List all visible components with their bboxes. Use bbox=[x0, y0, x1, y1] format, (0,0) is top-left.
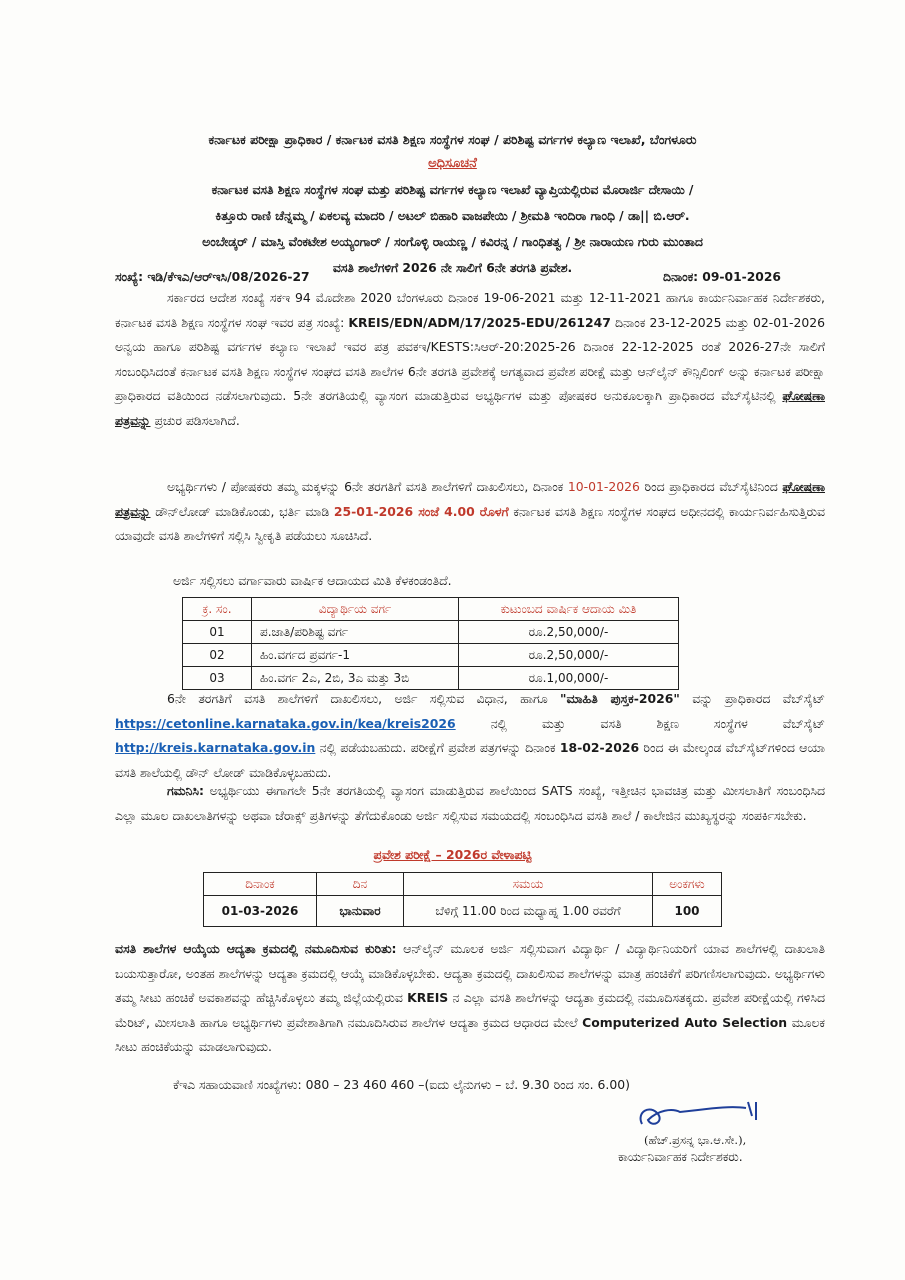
paragraph-download-instructions: ಅಭ್ಯರ್ಥಿಗಳು / ಪೋಷಕರು ತಮ್ಮ ಮಕ್ಕಳನ್ನು 6ನೇ ತರಗತಿಗೆ ವಸತಿ ಶಾಲೆಗಳಿಗೆ ದಾಖಲಿಸಲು, ದಿನಾಂಕ 10-01-2026 ರಿಂದ ಪ್ರಾಧಿಕಾರದ ವೆಬ್‌ಸೈಟಿನಿಂದ ಘೋಷಣಾ ಪತ್ರವನ್ನು ಡೌನ್‌ಲೋಡ್ ಮಾಡಿಕೊಂಡು, ಭರ್ತಿ ಮಾಡಿ 25-01-2026 ಸಂಜೆ 4.00 ರೊಳಗೆ ಕರ್ನಾಟಕ ವಸತಿ ಶಿಕ್ಷಣ ಸಂಸ್ಥೆಗಳ ಸಂಘದ ಅಧೀನದಲ್ಲಿ ಕಾರ್ಯನಿರ್ವಹಿಸುತ್ತಿರುವ ಯಾವುದೇ ವಸತಿ ಶಾಲೆಗಳಿಗೆ ಸಲ್ಲಿಸಿ ಸ್ವೀಕೃತಿ ಪಡೆಯಲು ಸೂಚಿಸಿದೆ. bbox=[115, 479, 826, 544]
category-cell: ಪ.ಜಾತಿ/ಪರಿಶಿಷ್ಟ ವರ್ಗ bbox=[252, 621, 459, 644]
column-header-income-limit: ಕುಟುಂಬದ ವಾರ್ಷಿಕ ಆದಾಯ ಮಿತಿ bbox=[459, 598, 679, 621]
exam-schedule-title: ಪ್ರವೇಶ ಪರೀಕ್ಷೆ – 2026ರ ವೇಳಾಪಟ್ಟಿ bbox=[373, 847, 532, 862]
paragraph-note: ಗಮನಿಸಿ: ಅಭ್ಯರ್ಥಿಯು ಈಗಾಗಲೇ 5ನೇ ತರಗತಿಯಲ್ಲಿ ವ್ಯಾಸಂಗ ಮಾಡುತ್ತಿರುವ ಶಾಲೆಯಿಂದ SATS ಸಂಖ್ಯೆ, ಇತ್ತೀಚಿನ ಭಾವಚಿತ್ರ ಮತ್ತು ಮೀಸಲಾತಿಗೆ ಸಂಬಂಧಿಸಿದ ಎಲ್ಲಾ ಮೂಲ ದಾಖಲಾತಿಗಳನ್ನು ಅಥವಾ ಜೆರಾಕ್ಸ್ ಪ್ರತಿಗಳನ್ನು ತೆಗೆದುಕೊಂಡು ಅರ್ಜಿ ಸಲ್ಲಿಸುವ ಸಮಯದಲ್ಲಿ ಸಂಬಂಧಿಸಿದ ವಸತಿ ಶಾಲೆ / ಕಾಲೇಜಿನ ಮುಖ್ಯಸ್ಥರನ್ನು ಸಂಪರ್ಕಿಸಬೇಕು. bbox=[115, 783, 825, 823]
paragraph-booklet: 6ನೇ ತರಗತಿಗೆ ವಸತಿ ಶಾಲೆಗಳಿಗೆ ದಾಖಲಿಸಲು, ಅರ್ಜಿ ಸಲ್ಲಿಸುವ ವಿಧಾನ, ಹಾಗೂ "ಮಾಹಿತಿ ಪುಸ್ತಕ-2026" ವನ್ನು ಪ್ರಾಧಿಕಾರದ ವೆಬ್‌ಸೈಟ್ https://cetonline.karnataka.gov.in/kea/kreis2026 ನಲ್ಲಿ ಮತ್ತು ವಸತಿ ಶಿಕ್ಷಣ ಸಂಸ್ಥೆಗಳ ವೆಬ್‌ಸೈಟ್ http://kreis.karnataka.gov.in ನಲ್ಲಿ ಪಡೆಯಬಹುದು. ಪರೀಕ್ಷೆಗೆ ಪ್ರವೇಶ ಪತ್ರಗಳನ್ನು ದಿನಾಂಕ 18-02-2026 ರಿಂದ ಈ ಮೇಲ್ಕಂಡ ವೆಬ್‌ಸೈಟ್‌ಗಳಿಂದ ಆಯಾ ವಸತಿ ಶಾಲೆಯಲ್ಲಿ ಡೌನ್ ಲೋಡ್ ಮಾಡಿಕೊಳ್ಳಬಹುದು. bbox=[115, 691, 826, 780]
income-limit-table bbox=[182, 597, 679, 690]
exam-marks-cell: 100 bbox=[653, 896, 722, 927]
subject-line-4: ವಸತಿ ಶಾಲೆಗಳಿಗೆ 2026 ನೇ ಸಾಲಿಗೆ 6ನೇ ತರಗತಿ ಪ್ರವೇಶ. bbox=[332, 261, 573, 275]
serial-cell: 03 bbox=[183, 667, 252, 690]
exam-schedule-table bbox=[203, 872, 722, 927]
table-row bbox=[183, 621, 679, 644]
table-row bbox=[204, 896, 722, 927]
paragraph-order: ಸರ್ಕಾರದ ಆದೇಶ ಸಂಖ್ಯೆ ಸಕಇ 94 ಮೊದೇಶಾ 2020 ಬೆಂಗಳೂರು ದಿನಾಂಕ 19-06-2021 ಮತ್ತು 12-11-2021 ಹಾಗೂ ಕಾರ್ಯನಿರ್ವಾಹಕ ನಿರ್ದೇಶಕರು, ಕರ್ನಾಟಕ ವಸತಿ ಶಿಕ್ಷಣ ಸಂಸ್ಥೆಗಳ ಸಂಘ ಇವರ ಪತ್ರ ಸಂಖ್ಯೆ: KREIS/EDN/ADM/17/2025-EDU/261247 ದಿನಾಂಕ 23-12-2025 ಮತ್ತು 02-01-2026 ಅನ್ವಯ ಹಾಗೂ ಪರಿಶಿಷ್ಟ ವರ್ಗಗಳ ಕಲ್ಯಾಣ ಇಲಾಖೆ ಇವರ ಪತ್ರ ಪವಕಇ/KESTS:ಸಿಆರ್-20:2025-26 ದಿನಾಂಕ 22-12-2025 ರಂತೆ 2026-27ನೇ ಸಾಲಿಗೆ ಸಂಬಂಧಿಸಿದಂತೆ ಕರ್ನಾಟಕ ವಸತಿ ಶಿಕ್ಷಣ ಸಂಸ್ಥೆಗಳ ಸಂಘದ ವಸತಿ ಶಾಲೆಗಳ 6ನೇ ತರಗತಿ ಪ್ರವೇಶಕ್ಕೆ ಅಗತ್ಯವಾದ ಪ್ರವೇಶ ಪರೀಕ್ಷೆ ಮತ್ತು ಆನ್‌ಲೈನ್ ಕೌನ್ಸಿಲಿಂಗ್ ಅನ್ನು ಕರ್ನಾಟಕ ಪರೀಕ್ಷಾ ಪ್ರಾಧಿಕಾರದ ವತಿಯಿಂದ ನಡೆಸಲಾಗುವುದು. 5ನೇ ತರಗತಿಯಲ್ಲಿ ವ್ಯಾಸಂಗ ಮಾಡುತ್ತಿರುವ ಅಭ್ಯರ್ಥಿಗಳ ಮತ್ತು ಪೋಷಕರ ಅನುಕೂಲಕ್ಕಾಗಿ ಪ್ರಾಧಿಕಾರದ ವೆಬ್‌ಸೈಟಿನಲ್ಲಿ ಘೋಷಣಾ ಪತ್ರವನ್ನು ಪ್ರಚುರ ಪಡಿಸಲಾಗಿದೆ. bbox=[115, 290, 825, 428]
helpline-numbers: ಕೆಇಎ ಸಹಾಯವಾಣಿ ಸಂಖ್ಯೆಗಳು: 080 – 23 460 460 –(ಐದು ಲೈನುಗಳು – ಬೆ. 9.30 ರಿಂದ ಸಂ. 6.00) bbox=[173, 1077, 630, 1092]
category-cell: ಹಿಂ.ವರ್ಗದ ಪ್ರವರ್ಗ-1 bbox=[252, 644, 459, 667]
subject-line-2: ಕಿತ್ತೂರು ರಾಣಿ ಚೆನ್ನಮ್ಮ / ಏಕಲವ್ಯ ಮಾದರಿ / ಅಟಲ್ ಬಿಹಾರಿ ವಾಜಪೇಯಿ / ಶ್ರೀಮತಿ ಇಂದಿರಾ ಗಾಂಧಿ / ಡಾ|| ಬಿ.ಆರ್. bbox=[215, 209, 690, 223]
income-cell: ರೂ.2,50,000/- bbox=[459, 621, 679, 644]
income-cell: ರೂ.2,50,000/- bbox=[459, 644, 679, 667]
exam-day-cell: ಭಾನುವಾರ bbox=[317, 896, 404, 927]
column-header-day: ದಿನ bbox=[317, 873, 404, 896]
paragraph-school-preference: ವಸತಿ ಶಾಲೆಗಳ ಆಯ್ಕೆಯ ಆದ್ಯತಾ ಕ್ರಮದಲ್ಲಿ ನಮೂದಿಸುವ ಕುರಿತು: ಆನ್‌ಲೈನ್ ಮೂಲಕ ಅರ್ಜಿ ಸಲ್ಲಿಸುವಾಗ ವಿದ್ಯಾರ್ಥಿ / ವಿದ್ಯಾರ್ಥಿನಿಯರಿಗೆ ಯಾವ ಶಾಲೆಗಳಲ್ಲಿ ದಾಖಲಾತಿ ಬಯಸುತ್ತಾರೋ, ಅಂತಹ ಶಾಲೆಗಳನ್ನು ಆದ್ಯತಾ ಕ್ರಮದಲ್ಲಿ ಆಯ್ಕೆ ಮಾಡಿಕೊಳ್ಳಬೇಕು. ಆದ್ಯತಾ ಕ್ರಮದಲ್ಲಿ ದಾಖಲಿಸುವ ಶಾಲೆಗಳನ್ನು ಮಾತ್ರ ಹಂಚಿಕೆಗೆ ಪರಿಗಣಿಸಲಾಗುವುದು. ಅಭ್ಯರ್ಥಿಗಳು ತಮ್ಮ ಸೀಟು ಹಂಚಿಕೆ ಅವಕಾಶವನ್ನು ಹೆಚ್ಚಿಸಿಕೊಳ್ಳಲು ತಮ್ಮ ಜಿಲ್ಲೆಯಲ್ಲಿರುವ KREIS ನ ಎಲ್ಲಾ ವಸತಿ ಶಾಲೆಗಳನ್ನು ಆದ್ಯತಾ ಕ್ರಮದಲ್ಲಿ ನಮೂದಿಸತಕ್ಕದು. ಪ್ರವೇಶ ಪರೀಕ್ಷೆಯಲ್ಲಿ ಗಳಿಸಿದ ಮೆರಿಟ್, ಮೀಸಲಾತಿ ಹಾಗೂ ಅಭ್ಯರ್ಥಿಗಳು ಪ್ರವೇಶಾತಿಗಾಗಿ ನಮೂದಿಸಿರುವ ಶಾಲೆಗಳ ಆದ್ಯತಾ ಕ್ರಮದ ಆಧಾರದ ಮೇಲೆ Computerized Auto Selection ಮೂಲಕ ಸೀಟು ಹಂಚಿಕೆಯನ್ನು ಮಾಡಲಾಗುವುದು. bbox=[115, 941, 825, 1055]
table-header-row bbox=[183, 598, 679, 621]
income-cell: ರೂ.1,00,000/- bbox=[459, 667, 679, 690]
kreis-website-link[interactable]: http://kreis.karnataka.gov.in bbox=[115, 740, 316, 756]
signatory-name: (ಹೆಚ್.ಪ್ರಸನ್ನ ಭಾ.ಆ.ಸೇ.), bbox=[644, 1133, 747, 1147]
exam-time-cell: ಬೆಳಿಗ್ಗೆ 11.00 ರಿಂದ ಮಧ್ಯಾಹ್ನ 1.00 ರವರೆಗೆ bbox=[404, 896, 653, 927]
column-header-marks: ಅಂಕಗಳು bbox=[653, 873, 722, 896]
income-intro: ಅರ್ಜಿ ಸಲ್ಲಿಸಲು ವರ್ಗಾವಾರು ವಾರ್ಷಿಕ ಆದಾಯದ ಮಿತಿ ಕೆಳಕಂಡಂತಿದೆ. bbox=[173, 573, 452, 588]
document-title: ಅಧಿಸೂಚನೆ bbox=[428, 156, 477, 171]
subject-line-3: ಅಂಬೇಡ್ಕರ್ / ಮಾಸ್ತಿ ವೆಂಕಟೇಶ ಅಯ್ಯಂಗಾರ್ / ಸಂಗೊಳ್ಳಿ ರಾಯಣ್ಣ / ಕವಿರನ್ನ / ಗಾಂಧಿತತ್ವ / ಶ್ರೀ ನಾರಾಯಣ ಗುರು ಮುಂತಾದ bbox=[202, 235, 703, 249]
signature-mark bbox=[628, 1098, 778, 1138]
column-header-time: ಸಮಯ bbox=[404, 873, 653, 896]
serial-cell: 02 bbox=[183, 644, 252, 667]
category-cell: ಹಿಂ.ವರ್ಗ 2ಎ, 2ಬಿ, 3ಎ ಮತ್ತು 3ಬಿ bbox=[252, 667, 459, 690]
header-line: ಕರ್ನಾಟಕ ಪರೀಕ್ಷಾ ಪ್ರಾಧಿಕಾರ / ಕರ್ನಾಟಕ ವಸತಿ ಶಿಕ್ಷಣ ಸಂಸ್ಥೆಗಳ ಸಂಘ / ಪರಿಶಿಷ್ಟ ವರ್ಗಗಳ ಕಲ್ಯಾಣ ಇಲಾಖೆ, ಬೆಂಗಳೂರು bbox=[208, 132, 697, 147]
table-row bbox=[183, 644, 679, 667]
subject-line-1: ಕರ್ನಾಟಕ ವಸತಿ ಶಿಕ್ಷಣ ಸಂಸ್ಥೆಗಳ ಸಂಘ ಮತ್ತು ಪರಿಶಿಷ್ಟ ವರ್ಗಗಳ ಕಲ್ಯಾಣ ಇಲಾಖೆ ವ್ಯಾಪ್ತಿಯಲ್ಲಿರುವ ಮೊರಾರ್ಜಿ ದೇಸಾಯಿ / bbox=[211, 183, 694, 197]
column-header-category: ವಿದ್ಯಾರ್ಥಿಯ ವರ್ಗ bbox=[252, 598, 459, 621]
reference-date: ದಿನಾಂಕ: 09-01-2026 bbox=[663, 270, 781, 284]
column-header-serial: ಕ್ರ. ಸಂ. bbox=[183, 598, 252, 621]
signatory-designation: ಕಾರ್ಯನಿರ್ವಾಹಕ ನಿರ್ದೇಶಕರು. bbox=[618, 1150, 743, 1164]
table-header-row bbox=[204, 873, 722, 896]
column-header-date: ದಿನಾಂಕ bbox=[204, 873, 317, 896]
reference-number: ಸಂಖ್ಯೆ: ಇಡಿ/ಕೆಇಎ/ಆರ್‌ಇಸಿ/08/2026-27 bbox=[115, 270, 310, 284]
kea-website-link[interactable]: https://cetonline.karnataka.gov.in/kea/kreis2026 bbox=[115, 715, 456, 731]
serial-cell: 01 bbox=[183, 621, 252, 644]
exam-date-cell: 01-03-2026 bbox=[204, 896, 317, 927]
